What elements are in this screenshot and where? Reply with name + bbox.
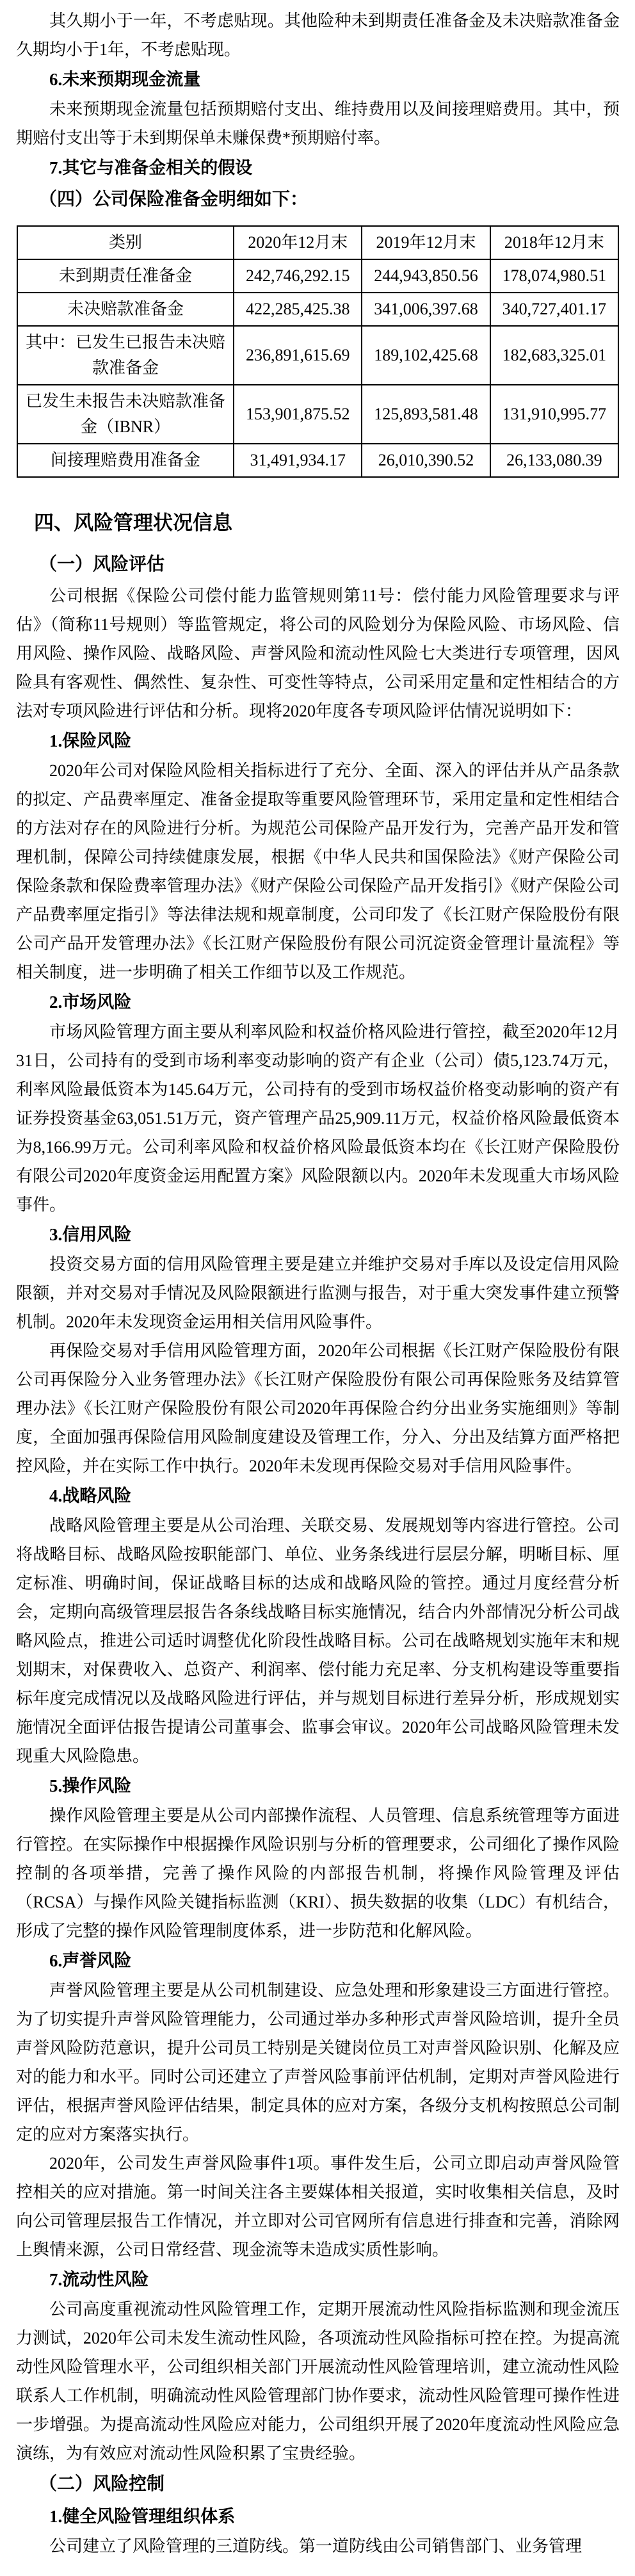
heading-liquidity-risk: 7.流动性风险	[49, 2270, 149, 2289]
paragraph-reputation-risk-event: 2020年，公司发生声誉风险事件1项。事件发生后，公司立即启动声誉风险管控相关的应对措施。第一时间关注各主要媒体相关报道，实时收集相关信息，及时向公司管理层报告工作情况，并立即对公司官网所有信息进行排查和完善，消除网上舆情来源，公司日常经营、现金流等未造成实质性影响。	[16, 2154, 620, 2259]
table-row	[17, 385, 618, 444]
paragraph-credit-risk-reinsurance: 再保险交易对手信用风险管理方面，2020年公司根据《长江财产保险股份有限公司再保险分入业务管理办法》《长江财产保险股份有限公司再保险账务及结算管理办法》《长江财产保险股份有限公司2020年再保险合约分出业务实施细则》等制度，全面加强再保险信用风险制度建设及管理工作，分入、分出及结算方面严格把控风险，并在实际工作中执行。2020年未发现再保险交易对手信用风险事件。	[16, 1341, 620, 1475]
paragraph-strategy-risk: 战略风险管理主要是从公司治理、关联交易、发展规划等内容进行管控。公司将战略目标、战略风险按职能部门、单位、业务条线进行层层分解，明晰目标、厘定标准、明确时间，保证战略目标的达成和战略风险的管控。通过月度经营分析会，定期向高级管理层报告各条线战略目标实施情况，结合内外部情况分析公司战略风险点，推进公司适时调整优化阶段性战略目标。公司在战略规划实施年末和规划期末，对保费收入、总资产、利润率、偿付能力充足率、分支机构建设等重要指标年度完成情况以及战略风险进行评估，并与规划目标进行差异分析，形成规划实施情况全面评估报告提请公司董事会、监事会审议。2020年公司战略风险管理未发现重大风险隐患。	[16, 1516, 620, 1765]
value-cell: 236,891,615.69	[234, 326, 362, 385]
heading-market-risk: 2.市场风险	[49, 992, 132, 1012]
paragraph-duration-note: 其久期小于一年，不考虑贴现。其他险种未到期责任准备金及未决赔款准备金久期均小于1年，不考虑贴现。	[16, 12, 620, 59]
paragraph-operational-risk: 操作风险管理主要是从公司内部操作流程、人员管理、信息系统管理等方面进行管控。在实际操作中根据操作风险识别与分析的管理要求，公司细化了操作风险控制的各项举措，完善了操作风险的内部报告机制，将操作风险管理及评估（RCSA）与操作风险关键指标监测（KRI）、损失数据的收集（LDC）有机结合，形成了完整的操作风险管理制度体系，进一步防范和化解风险。	[16, 1806, 620, 1940]
value-cell: 340,727,401.17	[490, 293, 618, 326]
heading-risk-control: （二）风险控制	[39, 2474, 165, 2494]
table-row	[17, 326, 618, 385]
value-cell: 31,491,934.17	[234, 444, 362, 477]
heading-reputation-risk: 6.声誉风险	[49, 1951, 132, 1970]
heading-future-cash-flow: 6.未来预期现金流量	[49, 70, 201, 89]
column-header: 2018年12月末	[490, 226, 618, 259]
heading-reserve-detail: （四）公司保险准备金明细如下：	[39, 190, 309, 209]
table-row	[17, 293, 618, 326]
paragraph-market-risk: 市场风险管理方面主要从利率风险和权益价格风险进行管控，截至2020年12月31日，公司持有的受到市场利率变动影响的资产有企业（公司）债5,123.74万元，利率风险最低资本为145.64万元，公司持有的受到市场权益价格变动影响的资产有证券投资基金63,051.51万元，资产管理产品25,909.11万元，权益价格风险最低资本为8,166.99万元。公司利率风险和权益价格风险最低资本均在《长江财产保险股份有限公司2020年度资金运用配置方案》风险限额以内。2020年未发现重大市场风险事件。	[16, 1023, 620, 1214]
column-header: 2019年12月末	[362, 226, 490, 259]
value-cell: 153,901,875.52	[234, 385, 362, 444]
value-cell: 26,010,390.52	[362, 444, 490, 477]
column-header: 2020年12月末	[234, 226, 362, 259]
heading-risk-management-info: 四、风险管理状况信息	[34, 512, 232, 534]
row-label-cell: 间接理赔费用准备金	[17, 444, 234, 477]
value-cell: 26,133,080.39	[490, 444, 618, 477]
heading-operational-risk: 5.操作风险	[49, 1776, 132, 1795]
row-label-cell: 未到期责任准备金	[17, 259, 234, 293]
paragraph-credit-risk-investment: 投资交易方面的信用风险管理主要是建立并维护交易对手库以及设定信用风险限额，并对交易对手情况及风险限额进行监测与报告，对于重大突发事件建立预警机制。2020年未发现资金运用相关信用风险事件。	[16, 1255, 620, 1331]
paragraph-reputation-risk-management: 声誉风险管理主要是从公司机制建设、应急处理和形象建设三方面进行管控。为了切实提升声誉风险管理能力，公司通过举办多种形式声誉风险培训，提升全员声誉风险防范意识，提升公司员工特别是关键岗位员工对声誉风险识别、化解及应对的能力和水平。同时公司还建立了声誉风险事前评估机制，定期对声誉风险进行评估，根据声誉风险评估结果，制定具体的应对方案，各级分支机构按照总公司制定的应对方案落实执行。	[16, 1981, 620, 2144]
column-header: 类别	[17, 226, 234, 259]
value-cell: 189,102,425.68	[362, 326, 490, 385]
paragraph-future-cash-flow: 未来预期现金流量包括预期赔付支出、维持费用以及间接理赔费用。其中，预期赔付支出等于未到期保单未赚保费*预期赔付率。	[16, 100, 620, 147]
value-cell: 131,910,995.77	[490, 385, 618, 444]
value-cell: 341,006,397.68	[362, 293, 490, 326]
value-cell: 125,893,581.48	[362, 385, 490, 444]
heading-risk-org-system: 1.健全风险管理组织体系	[49, 2507, 236, 2526]
heading-insurance-risk: 1.保险风险	[49, 731, 132, 750]
heading-risk-assessment: （一）风险评估	[39, 555, 165, 574]
table-row	[17, 259, 618, 293]
row-label-cell: 未决赔款准备金	[17, 293, 234, 326]
paragraph-three-lines-of-defense: 公司建立了风险管理的三道防线。第一道防线由公司销售部门、业务管理	[49, 2537, 583, 2556]
value-cell: 178,074,980.51	[490, 259, 618, 293]
reserves-table	[17, 225, 619, 478]
paragraph-risk-assessment-intro: 公司根据《保险公司偿付能力监管规则第11号：偿付能力风险管理要求与评估》（简称11号规则）等监管规定，将公司的风险划分为保险风险、市场风险、信用风险、操作风险、战略风险、声誉风险和流动性风险七大类进行专项管理，因风险具有客观性、偶然性、复杂性、可变性等特点，公司采用定量和定性相结合的方法对专项风险进行评估和分析。现将2020年度各专项风险评估情况说明如下：	[16, 587, 620, 720]
row-label-cell: 其中：已发生已报告未决赔款准备金	[17, 326, 234, 385]
row-label-cell: 已发生未报告未决赔款准备金（IBNR）	[17, 385, 234, 444]
table-row	[17, 444, 618, 477]
value-cell: 244,943,850.56	[362, 259, 490, 293]
heading-other-reserve-assumptions: 7.其它与准备金相关的假设	[49, 158, 253, 177]
table-header-row	[17, 226, 618, 259]
paragraph-liquidity-risk: 公司高度重视流动性风险管理工作，定期开展流动性风险指标监测和现金流压力测试，2020年公司未发生流动性风险，各项流动性风险指标可控在控。为提高流动性风险管理水平，公司组织相关部门开展流动性风险管理培训，建立流动性风险联系人工作机制，明确流动性风险管理部门协作要求，流动性风险管理可操作性进一步增强。为提高流动性风险应对能力，公司组织开展了2020年度流动性风险应急演练，为有效应对流动性风险积累了宝贵经验。	[16, 2300, 620, 2463]
document-content	[16, 6, 620, 2561]
paragraph-insurance-risk: 2020年公司对保险风险相关指标进行了充分、全面、深入的评估并从产品条款的拟定、产品费率厘定、准备金提取等重要风险管理环节，采用定量和定性相结合的方法对存在的风险进行分析。为规范公司保险产品开发行为，完善产品开发和管理机制，保障公司持续健康发展，根据《中华人民共和国保险法》《财产保险公司保险条款和保险费率管理办法》《财产保险公司保险产品开发指引》《财产保险公司产品费率厘定指引》等法律法规和规章制度，公司印发了《长江财产保险股份有限公司产品开发管理办法》《长江财产保险股份有限公司沉淀资金管理计量流程》等相关制度，进一步明确了相关工作细节以及工作规范。	[16, 761, 620, 982]
value-cell: 242,746,292.15	[234, 259, 362, 293]
heading-credit-risk: 3.信用风险	[49, 1225, 132, 1244]
heading-strategy-risk: 4.战略风险	[49, 1486, 132, 1505]
value-cell: 182,683,325.01	[490, 326, 618, 385]
value-cell: 422,285,425.38	[234, 293, 362, 326]
